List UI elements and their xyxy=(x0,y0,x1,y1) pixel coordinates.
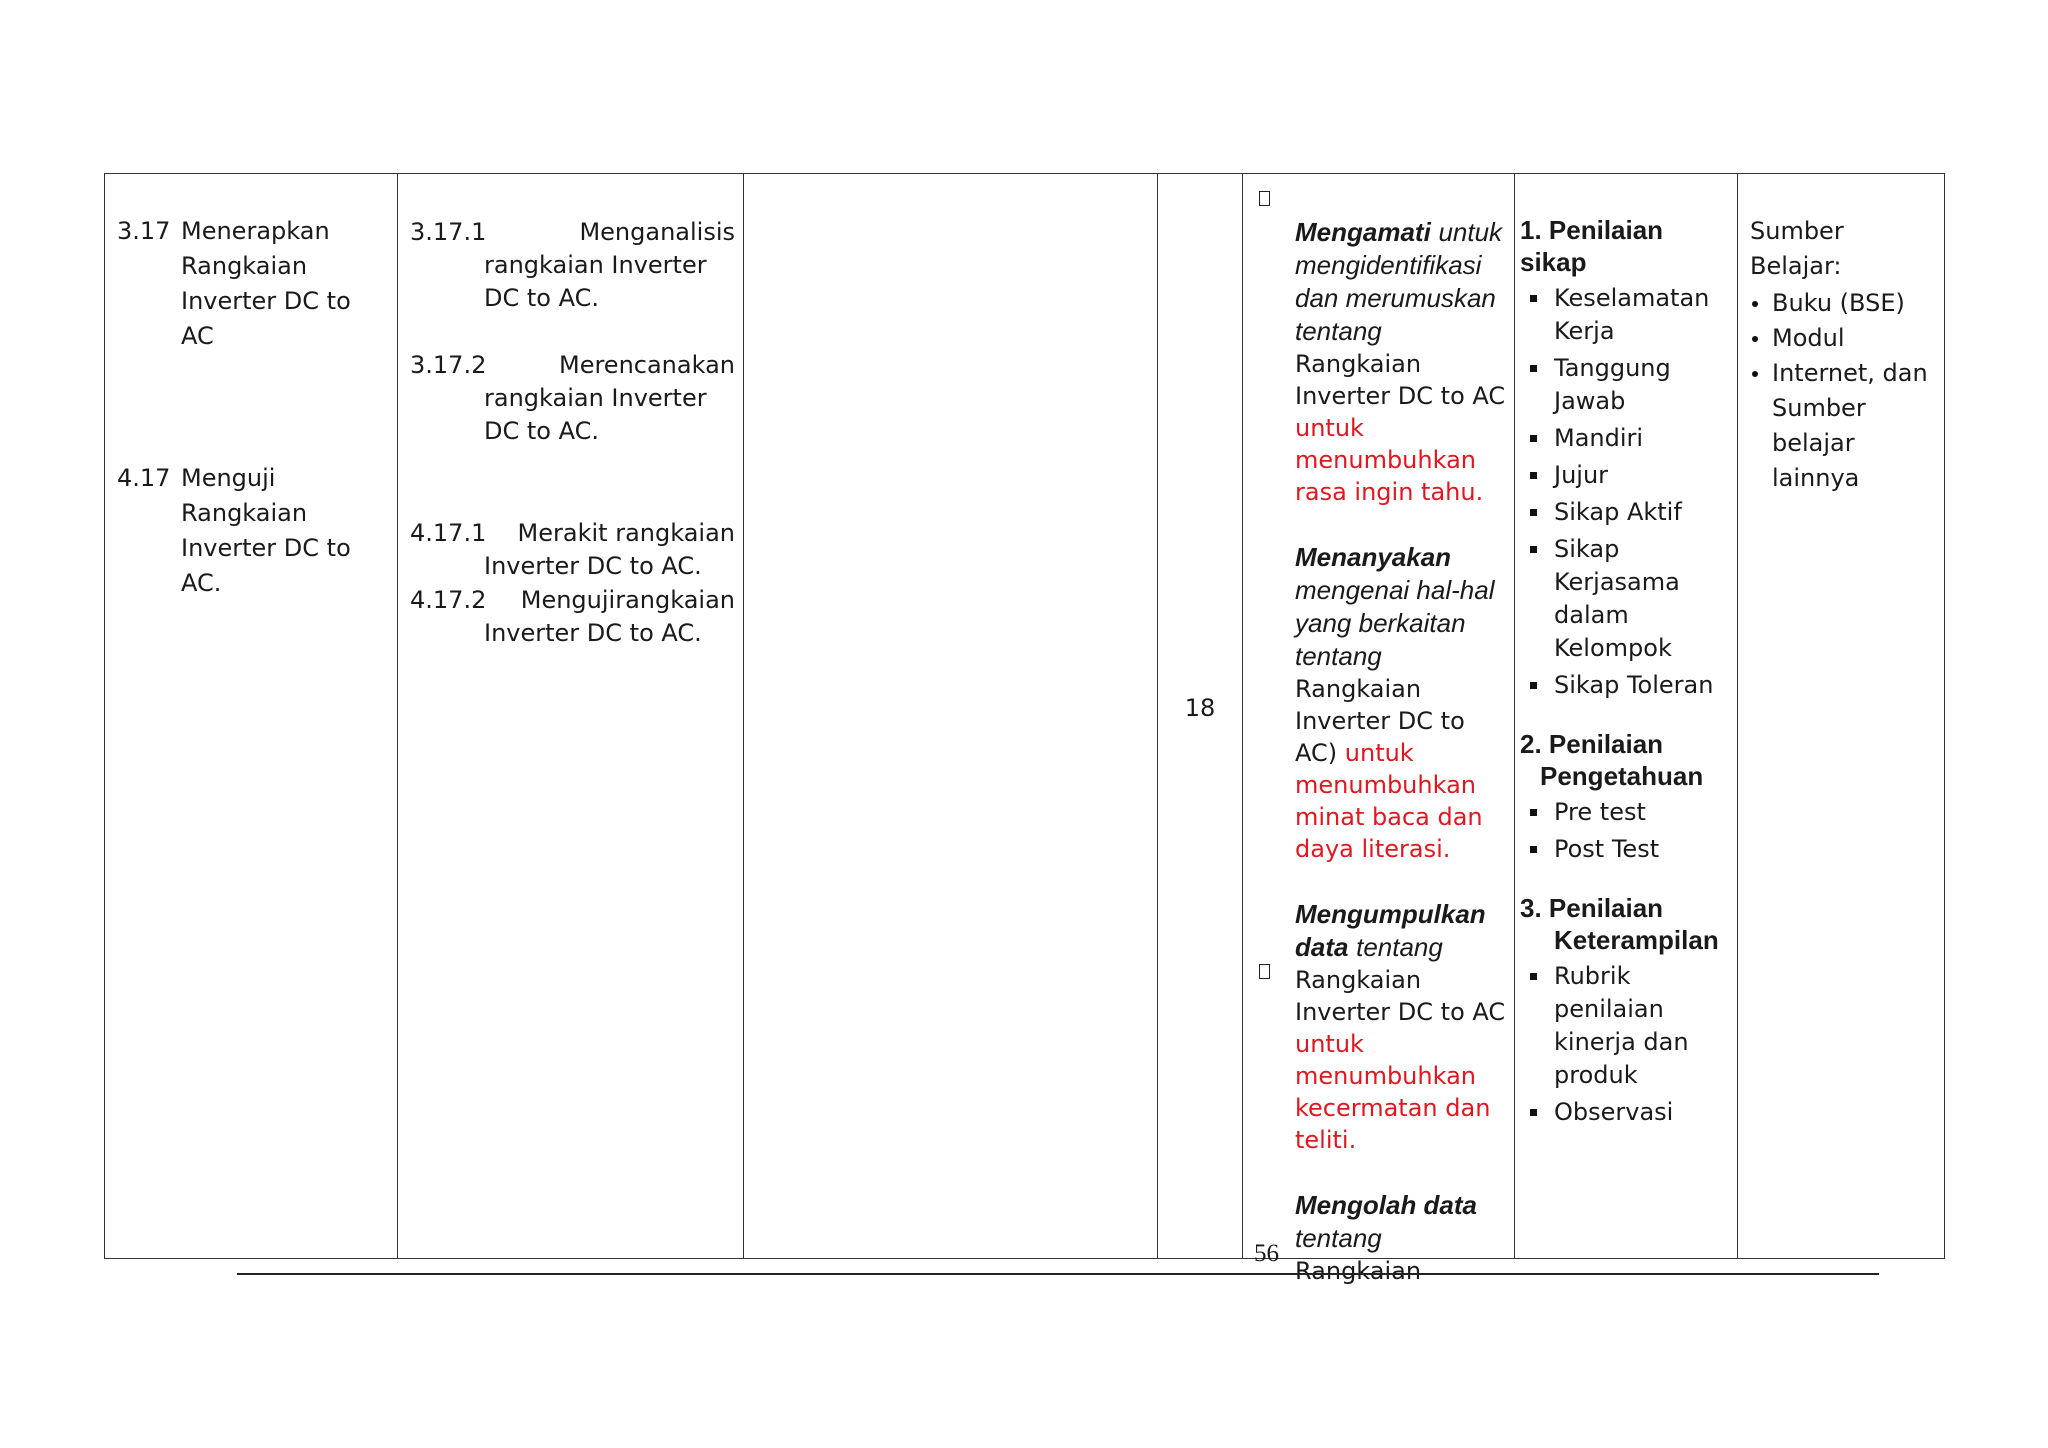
activity-ask xyxy=(1295,541,1508,865)
footer-divider xyxy=(237,1273,1879,1275)
indicator-item xyxy=(410,349,735,448)
activity-goal: untuk menumbuhkan minat baca dan daya literasi. xyxy=(1295,739,1483,863)
list-item: Post Test xyxy=(1520,833,1733,866)
checkbox-glyph-icon xyxy=(1259,191,1270,206)
assessment-heading: 2. Penilaian Pengetahuan xyxy=(1520,729,1704,791)
checkbox-glyph-icon xyxy=(1259,964,1270,979)
competency-text: Menguji Rangkaian Inverter DC to AC. xyxy=(181,464,351,597)
page-number: 56 xyxy=(1254,1240,1279,1267)
assessment-skills xyxy=(1520,892,1733,1129)
indicator-text: rangkaian Inverter DC to AC. xyxy=(484,384,707,445)
activities-cell xyxy=(1243,174,1515,1285)
list-item: Pre test xyxy=(1520,796,1733,829)
assessment-list xyxy=(1520,214,1733,1155)
indicator-verb: Merakit rangkaian xyxy=(517,519,735,547)
list-item: Internet, dan Sumber belajar lainnya xyxy=(1750,356,1938,496)
activity-verb: Menanyakan xyxy=(1295,542,1452,572)
activity-italic: tentang xyxy=(1295,1223,1382,1253)
activity-italic: untuk mengidentifikasi dan merumuskan tentang xyxy=(1295,217,1503,346)
activity-collect xyxy=(1295,898,1508,1156)
list-item: Sikap Toleran xyxy=(1520,669,1733,702)
assessment-heading: 1. Penilaian sikap xyxy=(1520,215,1664,277)
competency-number: 3.17 xyxy=(117,217,171,245)
activity-topic: Rangkaian xyxy=(1295,1257,1422,1285)
table-row xyxy=(105,174,1945,1259)
activity-verb: Mengamati xyxy=(1295,217,1431,247)
list-item: Sikap Aktif xyxy=(1520,496,1733,529)
list-item: Tanggung Jawab xyxy=(1520,352,1733,418)
time-allocation: 18 xyxy=(1184,694,1216,722)
list-item: Sikap Kerjasama dalam Kelompok xyxy=(1520,533,1733,665)
indicator-text: Inverter DC to AC. xyxy=(484,552,702,580)
empty-cell xyxy=(744,174,1158,1259)
sources-title: Sumber Belajar: xyxy=(1750,217,1844,280)
activity-topic: Rangkaian Inverter DC to AC xyxy=(1295,966,1506,1026)
indicator-item xyxy=(410,517,735,583)
list-item: Modul xyxy=(1750,321,1938,356)
indicator-number: 3.17.1 xyxy=(410,218,487,246)
competency-item xyxy=(117,461,391,601)
activity-italic: tentang xyxy=(1356,932,1443,962)
list-item: Rubrik penilaian kinerja dan produk xyxy=(1520,960,1733,1092)
activity-topic: Rangkaian Inverter DC to AC xyxy=(1295,350,1506,410)
indicator-verb: Menganalisis xyxy=(579,218,735,246)
sources-cell xyxy=(1738,174,1945,1259)
activity-goal: untuk menumbuhkan rasa ingin tahu. xyxy=(1295,414,1484,506)
activity-goal: untuk menumbuhkan kecermatan dan teliti. xyxy=(1295,1030,1491,1154)
activity-observe xyxy=(1295,216,1508,508)
assessment-cell xyxy=(1515,174,1738,1259)
activity-verb: Mengumpulkan data xyxy=(1295,899,1486,962)
competency-number: 4.17 xyxy=(117,464,171,492)
sources-list xyxy=(1750,214,1938,496)
activity-topic: Rangkaian Inverter DC to AC) xyxy=(1295,675,1465,767)
list-item: Observasi xyxy=(1520,1096,1733,1129)
indicator-number: 4.17.2 xyxy=(410,586,487,614)
indicator-verb: Mengujirangkaian xyxy=(520,586,735,614)
activity-verb: Mengolah data xyxy=(1295,1190,1478,1220)
indicator-verb: Merencanakan xyxy=(558,351,735,379)
assessment-heading: 3. Penilaian Keterampilan xyxy=(1520,893,1719,955)
assessment-knowledge xyxy=(1520,728,1733,866)
indicator-text: rangkaian Inverter DC to AC. xyxy=(484,251,707,312)
indicator-number: 4.17.1 xyxy=(410,519,487,547)
list-item: Buku (BSE) xyxy=(1750,286,1938,321)
competency-text: Menerapkan Rangkaian Inverter DC to AC xyxy=(181,217,351,350)
indicator-item xyxy=(410,584,735,650)
indicator-item xyxy=(410,216,735,315)
activities-list xyxy=(1295,216,1508,1320)
competency-cell xyxy=(105,174,398,1259)
list-item: Keselamatan Kerja xyxy=(1520,282,1733,348)
indicator-text: Inverter DC to AC. xyxy=(484,619,702,647)
syllabus-table xyxy=(104,173,1945,1285)
assessment-attitude xyxy=(1520,214,1733,702)
indicator-cell xyxy=(398,174,744,1259)
activity-italic: mengenai hal-hal yang berkaitan tentang xyxy=(1295,575,1495,671)
list-item: Mandiri xyxy=(1520,422,1733,455)
list-item: Jujur xyxy=(1520,459,1733,492)
competency-item xyxy=(117,214,391,354)
indicator-number: 3.17.2 xyxy=(410,351,487,379)
time-cell xyxy=(1158,174,1243,1259)
